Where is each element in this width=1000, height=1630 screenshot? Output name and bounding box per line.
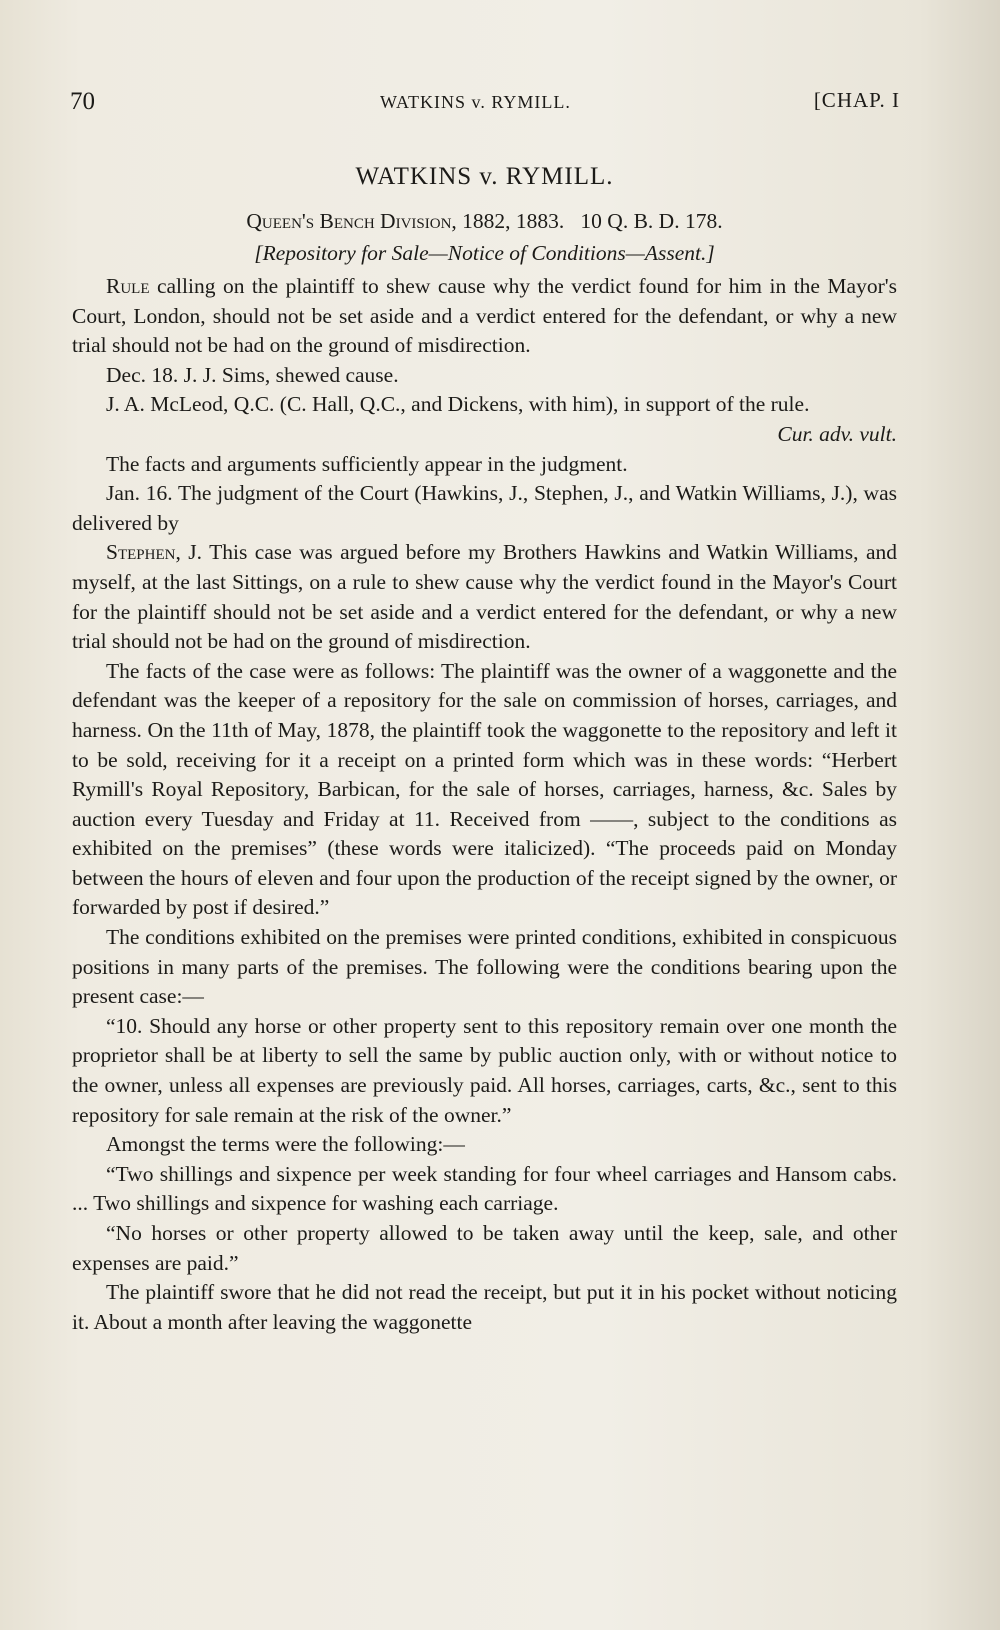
paragraph-text: calling on the plaintiff to shew cause why the verdict found for him in the Mayor's Court, London, should not be set aside and a verdict entered for the defendant, or why a new trial should not be had on the ground of misdirection. xyxy=(72,274,897,358)
paragraph-rule xyxy=(72,272,897,361)
running-chapter: [CHAP. I xyxy=(813,88,900,112)
page-number: 70 xyxy=(70,88,95,115)
paragraph-lead: Rule xyxy=(106,274,150,298)
running-head xyxy=(70,88,900,124)
paragraph-lead: Stephen xyxy=(106,540,176,565)
court-line xyxy=(72,206,897,236)
court-name: Queen's Bench Division, 1882, 1883. xyxy=(246,209,565,233)
paragraph-judgment xyxy=(72,538,897,656)
paragraph: Jan. 16. The judgment of the Court (Hawkins, J., Stephen, J., and Watkin Williams, J.), was delivered by xyxy=(72,481,897,535)
paragraph-cur-adv-vult: Cur. adv. vult. xyxy=(777,421,897,446)
paragraph: The plaintiff swore that he did not read the receipt, but put it in his pocket without noticing it. About a month after leaving the waggonette xyxy=(72,1280,897,1334)
paragraph: Amongst the terms were the following:— xyxy=(106,1132,465,1157)
case-title: WATKINS v. RYMILL. xyxy=(355,163,614,190)
headnote: [Repository for Sale—Notice of Conditions—Assent.] xyxy=(254,241,715,265)
paragraph: The facts and arguments sufficiently appear in the judgment. xyxy=(106,451,628,476)
paragraph: “No horses or other property allowed to be taken away until the keep, sale, and other expenses are paid.” xyxy=(72,1221,897,1275)
paragraph: “Two shillings and sixpence per week standing for four wheel carriages and Hansom cabs. ... Two shillings and sixpence for washing each carriage. xyxy=(72,1161,897,1216)
paragraph: Dec. 18. J. J. Sims, shewed cause. xyxy=(106,362,399,387)
running-title: WATKINS v. RYMILL. xyxy=(380,92,571,112)
paragraph: J. A. McLeod, Q.C. (C. Hall, Q.C., and Dickens, with him), in support of the rule. xyxy=(106,392,810,417)
paragraph: The conditions exhibited on the premises were printed conditions, exhibited in conspicuous positions in many parts of the premises. The following were the conditions bearing upon the present case:— xyxy=(72,925,897,1009)
page-body xyxy=(72,160,897,1337)
paragraph: The facts of the case were as follows: The plaintiff was the owner of a waggonette and the defendant was the keeper of a repository for the sale on commission of horses, carriages, and harness. On the 11th of May, 1878, the plaintiff took the waggonette to the repository and left it to be sold, receiving for it a receipt on a printed form which was in these words: “Herbert Rymill's Royal Repository, Barbican, for the sale of horses, carriages, harness, &c. Sales by auction every Tuesday and Friday at 11. Received from ——, subject to the conditions as exhibited on the premises” (these words were italicized). “The proceeds paid on Monday between the hours of eleven and four upon the production of the receipt signed by the owner, or forwarded by post if desired.” xyxy=(72,658,897,920)
paragraph-text: , J. This case was argued before my Brothers Hawkins and Watkin Williams, and myself, at the last Sittings, on a rule to shew cause why the verdict found in the Mayor's Court for the plaintiff should not be set aside and a verdict entered for the defendant, or why a new trial should not be had on the ground of misdirection. xyxy=(72,540,897,654)
paragraph: “10. Should any horse or other property sent to this repository remain over one month the proprietor shall be at liberty to sell the same by public auction only, with or without notice to the owner, unless all expenses are previously paid. All horses, carriages, carts, &c., sent to this repository for sale remain at the risk of the owner.” xyxy=(72,1013,897,1127)
case-citation: 10 Q. B. D. 178. xyxy=(580,209,723,233)
